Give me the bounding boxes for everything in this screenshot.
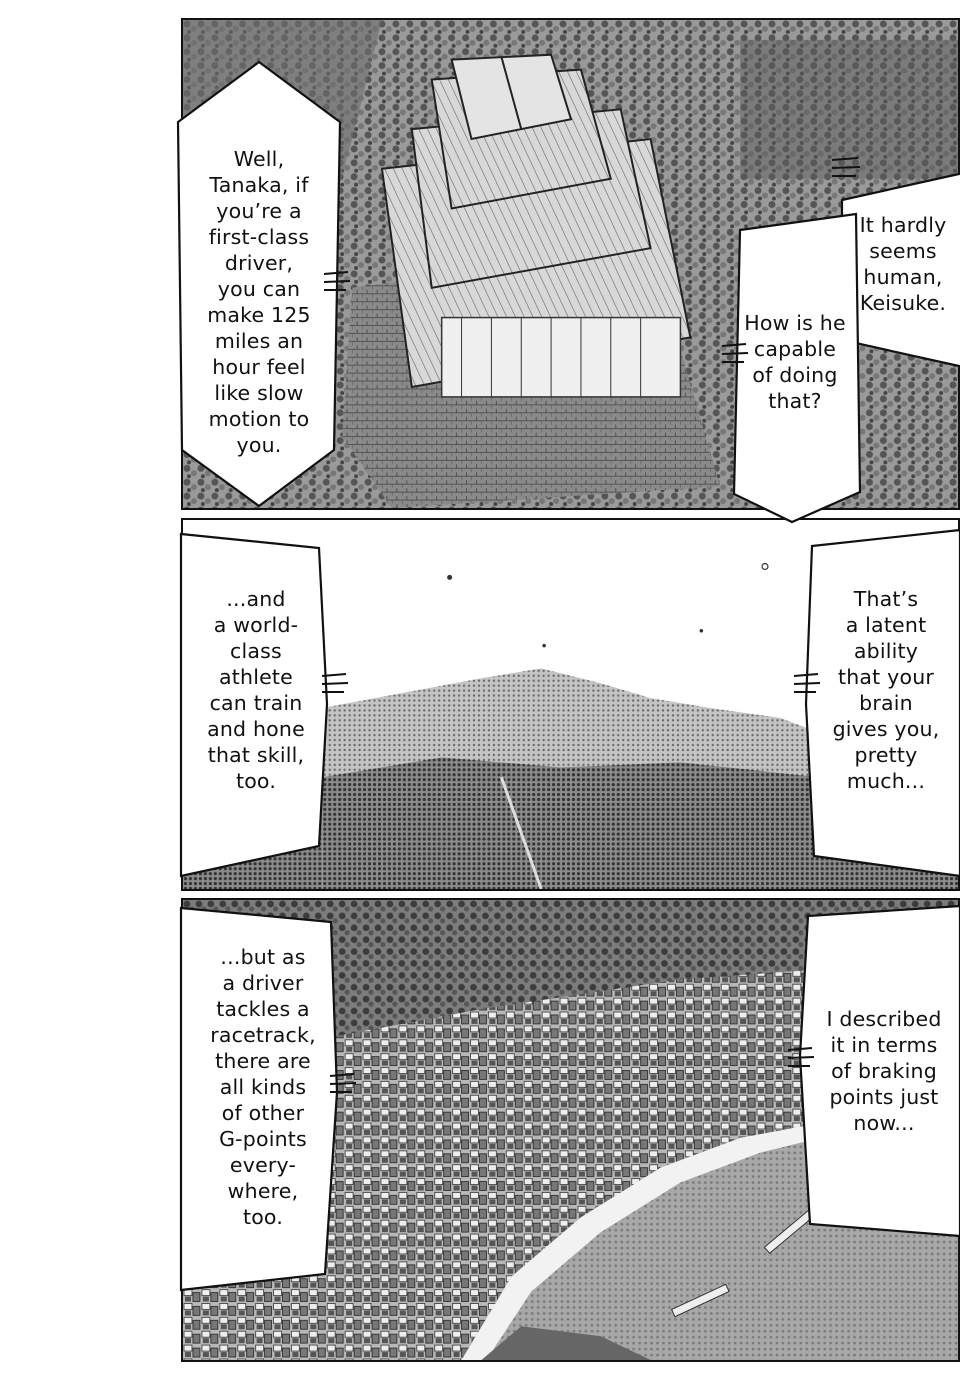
speech-bubble-tanaka-first-class [168,60,350,508]
bubble-text: ...and a world- class athlete can train and hone that skill, too. [207,587,305,793]
bubble-text: ...but as a driver tackles a racetrack, there are all kinds of other G-points every- where, too. [210,945,316,1229]
bubble-text: That’s a latent ability that your brain gives you, pretty much... [832,587,940,793]
bubble-text: It hardly seems human, Keisuke. [859,213,947,315]
speech-bubble-braking-points [796,906,960,1236]
speech-bubble-latent-ability [802,530,960,880]
speech-bubble-world-class-athlete [181,530,331,880]
speech-bubble-g-points [181,906,345,1290]
speech-bubble-how-capable [728,212,862,524]
bubble-text: Well, Tanaka, if you’re a first-class driver, you can make 125 miles an hour feel like slow motion to you. [207,147,311,457]
bubble-text: How is he capable of doing that? [744,311,846,413]
bubble-text: I described it in terms of braking points just now... [826,1007,942,1135]
